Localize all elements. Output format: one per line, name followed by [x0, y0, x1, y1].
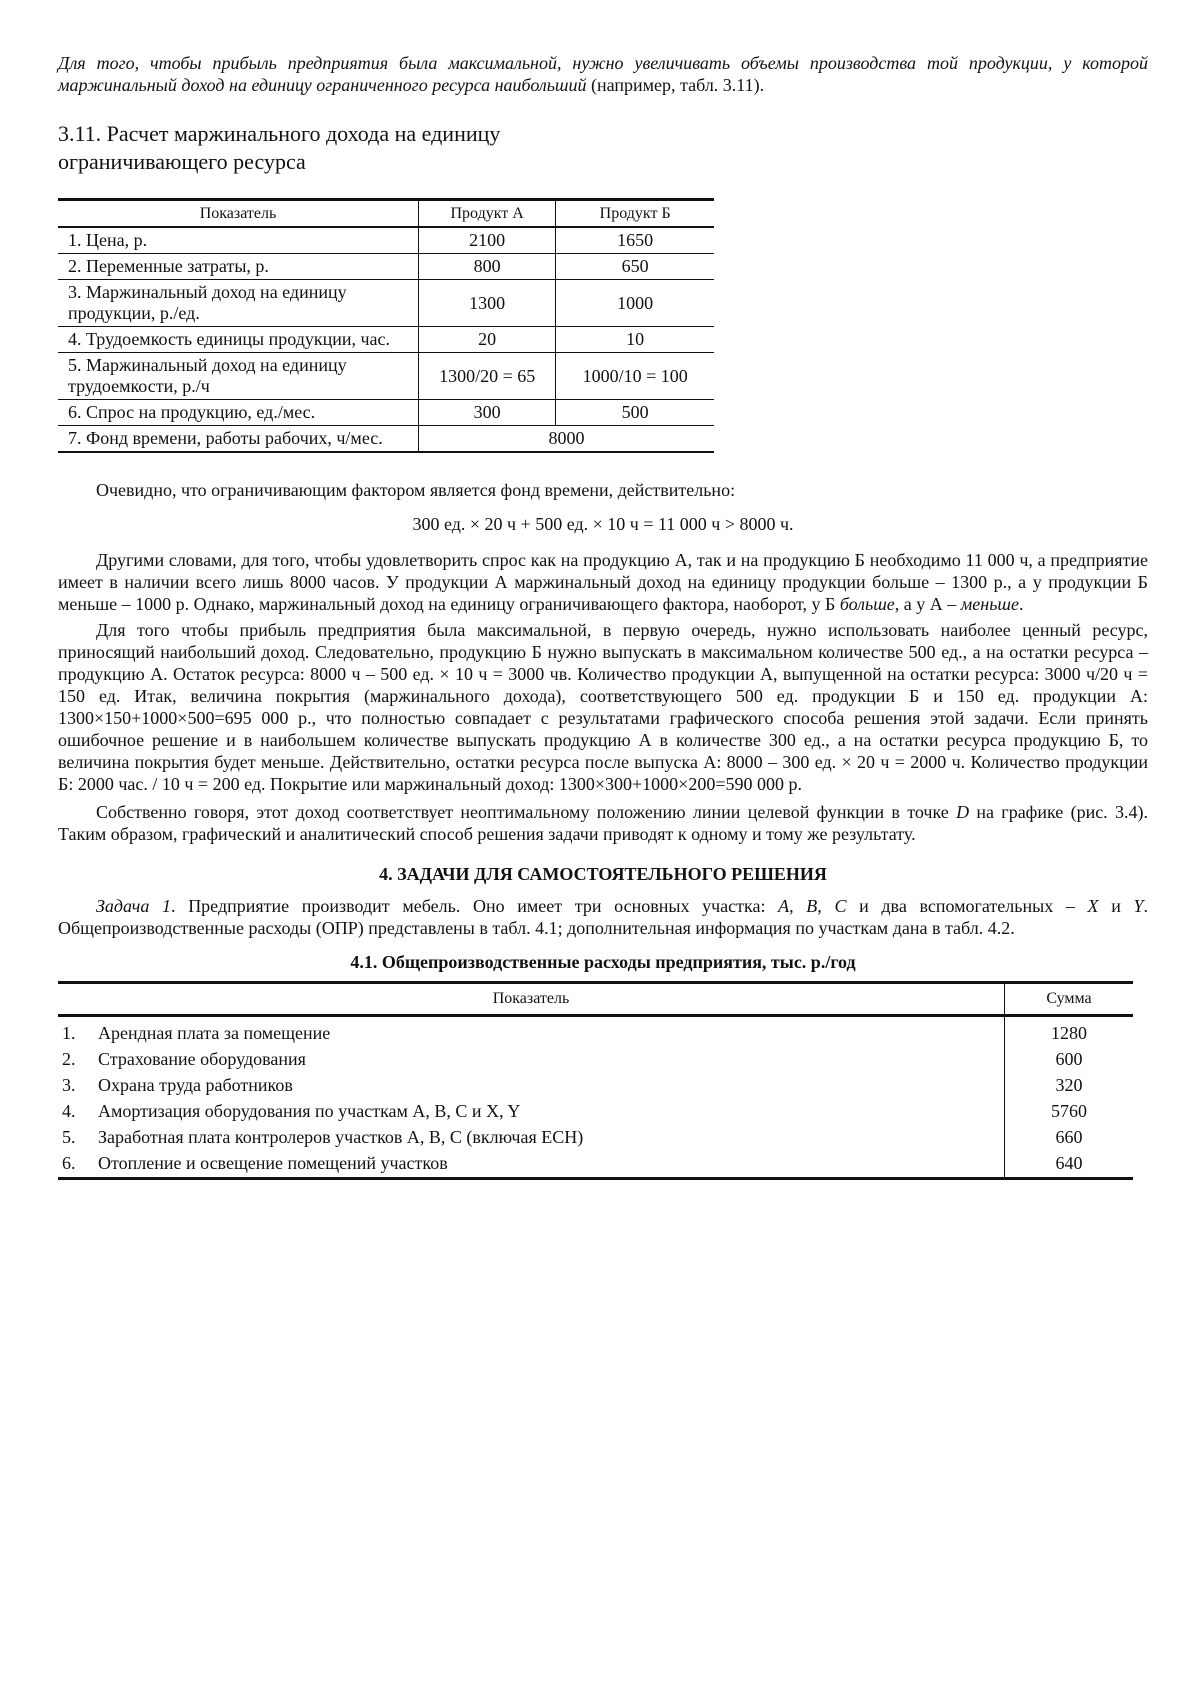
- product-a-value: 800: [418, 254, 555, 280]
- table-row: [58, 426, 714, 453]
- row-label: 1. Цена, р.: [58, 227, 418, 254]
- row-label: Страхование оборудования: [98, 1049, 306, 1069]
- row-label: Охрана труда работников: [98, 1075, 293, 1095]
- row-number: 3.: [62, 1075, 76, 1095]
- intro-tail: (например, табл. 3.11).: [586, 75, 765, 95]
- product-a-value: 20: [418, 327, 555, 353]
- text-run: Собственно говоря, этот доход соответствует неоптимальному положению линии целевой функции в точке: [96, 802, 957, 822]
- document-page: [58, 52, 1148, 1180]
- table-3-11: [58, 198, 714, 453]
- intro-italic: Для того, чтобы прибыль предприятия была максимальной, нужно увеличивать объемы производства той продукции, у которой маржинальный доход на единицу ограниченного ресурса наибольший: [58, 53, 1148, 95]
- intro-paragraph: [58, 52, 1148, 96]
- italic-run: D: [956, 802, 970, 822]
- row-label: 3. Маржинальный доход на единицу продукции, р./ед.: [58, 280, 418, 327]
- italic-run: X: [1087, 896, 1099, 916]
- product-b-value: 1000/10 = 100: [556, 353, 714, 400]
- text-run: . Предприятие производит мебель. Оно имеет три основных участка:: [171, 896, 779, 916]
- row-label: 7. Фонд времени, работы рабочих, ч/мес.: [58, 426, 418, 453]
- text-run: на графике (рис. 3.4). Таким образом, графический и аналитический способ решения задачи приводят к одному и тому же результату.: [58, 802, 1148, 844]
- product-b-value: 500: [556, 400, 714, 426]
- row-label: 4. Трудоемкость единицы продукции, час.: [58, 327, 418, 353]
- row-number: 2.: [62, 1049, 76, 1069]
- task-label: Задача 1: [96, 896, 172, 916]
- column-header: Продукт А: [418, 200, 555, 228]
- row-label: Амортизация оборудования по участкам A, B, C и X, Y: [98, 1101, 521, 1121]
- row-label: 6. Спрос на продукцию, ед./мес.: [58, 400, 418, 426]
- paragraph: Очевидно, что ограничивающим фактором является фонд времени, действительно:: [96, 480, 736, 500]
- italic-run: больше: [839, 594, 895, 614]
- row-label: 2. Переменные затраты, р.: [58, 254, 418, 280]
- text-run: , а у А –: [894, 594, 961, 614]
- row-sum: 5760: [1005, 1098, 1134, 1124]
- row-sum: 640: [1005, 1150, 1134, 1179]
- table-row: [58, 1124, 1133, 1150]
- product-b-value: 1650: [556, 227, 714, 254]
- row-sum: 320: [1005, 1072, 1134, 1098]
- table-row: [58, 400, 714, 426]
- table-row: [58, 280, 714, 327]
- row-sum: 1280: [1005, 1016, 1134, 1047]
- table-row: [58, 227, 714, 254]
- table-row: [58, 1072, 1133, 1098]
- product-a-value: 1300: [418, 280, 555, 327]
- row-label: Отопление и освещение помещений участков: [97, 1150, 1005, 1179]
- text-run: Другими словами, для того, чтобы удовлетворить спрос как на продукцию А, так и на продукцию Б необходимо 11 000 ч, а предприятие имеет в наличии всего лишь 8000 часов. У продукции А маржинальный доход на единицу продукции больше – 1300 р., а у продукции Б меньше – 1000 р. Однако, маржинальный доход на единицу ограничивающего фактора, наоборот, у Б: [58, 550, 1148, 614]
- text-run: и два вспомогательных –: [846, 896, 1088, 916]
- row-label: 5. Маржинальный доход на единицу трудоемкости, р./ч: [58, 353, 418, 400]
- table-row: [58, 254, 714, 280]
- product-b-value: 1000: [556, 280, 714, 327]
- row-number: 5.: [62, 1127, 76, 1147]
- product-a-value: 1300/20 = 65: [418, 353, 555, 400]
- section-heading: 4. ЗАДАЧИ ДЛЯ САМОСТОЯТЕЛЬНОГО РЕШЕНИЯ: [379, 864, 827, 884]
- table-3-11-title: 3.11. Расчет маржинального дохода на единицу ограничивающего ресурса: [58, 121, 501, 174]
- italic-run: A, B, C: [778, 896, 847, 916]
- table-header-row: [58, 983, 1133, 1016]
- table-header-row: [58, 200, 714, 228]
- column-header: Продукт Б: [556, 200, 714, 228]
- table-row: [58, 1016, 1133, 1047]
- product-a-value: 2100: [418, 227, 555, 254]
- italic-run: меньше: [960, 594, 1019, 614]
- table-row: [58, 327, 714, 353]
- table-row: [58, 1046, 1133, 1072]
- paragraph: [58, 549, 1148, 615]
- row-number: 4.: [62, 1101, 76, 1121]
- row-label: Заработная плата контролеров участков A, B, C (включая ЕСН): [98, 1127, 584, 1147]
- paragraph: Для того чтобы прибыль предприятия была максимальной, в первую очередь, нужно использовать наиболее ценный ресурс, приносящий наибольший доход. Следовательно, продукцию Б нужно выпускать в максимальном количестве 500 ед., а на остатки ресурса – продукцию А. Остаток ресурса: 8000 ч – 500 ед. × 10 ч = 3000 чв. Количество продукции А, выпущенной на остатки ресурса: 3000 ч/20 ч = 150 ед. Итак, величина покрытия (маржинального дохода), соответствующего 500 ед. продукции Б и 150 ед. продукции А: 1300×150+1000×500=695 000 р., что полностью совпадает с результатами графического способа решения этой задачи. Если принять ошибочное решение и в наибольшем количестве выпускать продукцию А в количестве 300 ед., а на остатки ресурса продукцию Б, то величина покрытия будет меньше. Действительно, остатки ресурса после выпуска А: 8000 – 300 ед. × 20 ч = 2000 ч. Количество продукции Б: 2000 час. / 10 ч = 200 ед. Покрытие или маржинальный доход: 1300×300+1000×200=590 000 р.: [58, 620, 1148, 794]
- text-run: . Общепроизводственные расходы (ОПР) представлены в табл. 4.1; дополнительная информация по участкам дана в табл. 4.2.: [58, 896, 1148, 938]
- text-run: .: [1018, 594, 1024, 614]
- time-fund-value: 8000: [418, 426, 714, 453]
- table-4-1: [58, 981, 1133, 1180]
- product-b-value: 10: [556, 327, 714, 353]
- row-label: Арендная плата за помещение: [98, 1023, 331, 1043]
- formula: 300 ед. × 20 ч + 500 ед. × 10 ч = 11 000 ч > 8000 ч.: [412, 514, 794, 534]
- task-paragraph: [58, 895, 1148, 939]
- table-row: [58, 1098, 1133, 1124]
- column-header: Показатель: [58, 200, 418, 228]
- row-sum: 600: [1005, 1046, 1134, 1072]
- row-number: 6.: [58, 1150, 97, 1179]
- product-a-value: 300: [418, 400, 555, 426]
- table-row: [58, 353, 714, 400]
- italic-run: Y: [1133, 896, 1144, 916]
- column-header: Сумма: [1005, 983, 1134, 1016]
- row-number: 1.: [62, 1023, 76, 1043]
- text-run: и: [1098, 896, 1134, 916]
- column-header: Показатель: [58, 983, 1005, 1016]
- row-sum: 660: [1005, 1124, 1134, 1150]
- product-b-value: 650: [556, 254, 714, 280]
- table-row: [58, 1150, 1133, 1179]
- paragraph: [58, 801, 1148, 845]
- table-4-1-title: 4.1. Общепроизводственные расходы предприятия, тыс. р./год: [350, 952, 856, 972]
